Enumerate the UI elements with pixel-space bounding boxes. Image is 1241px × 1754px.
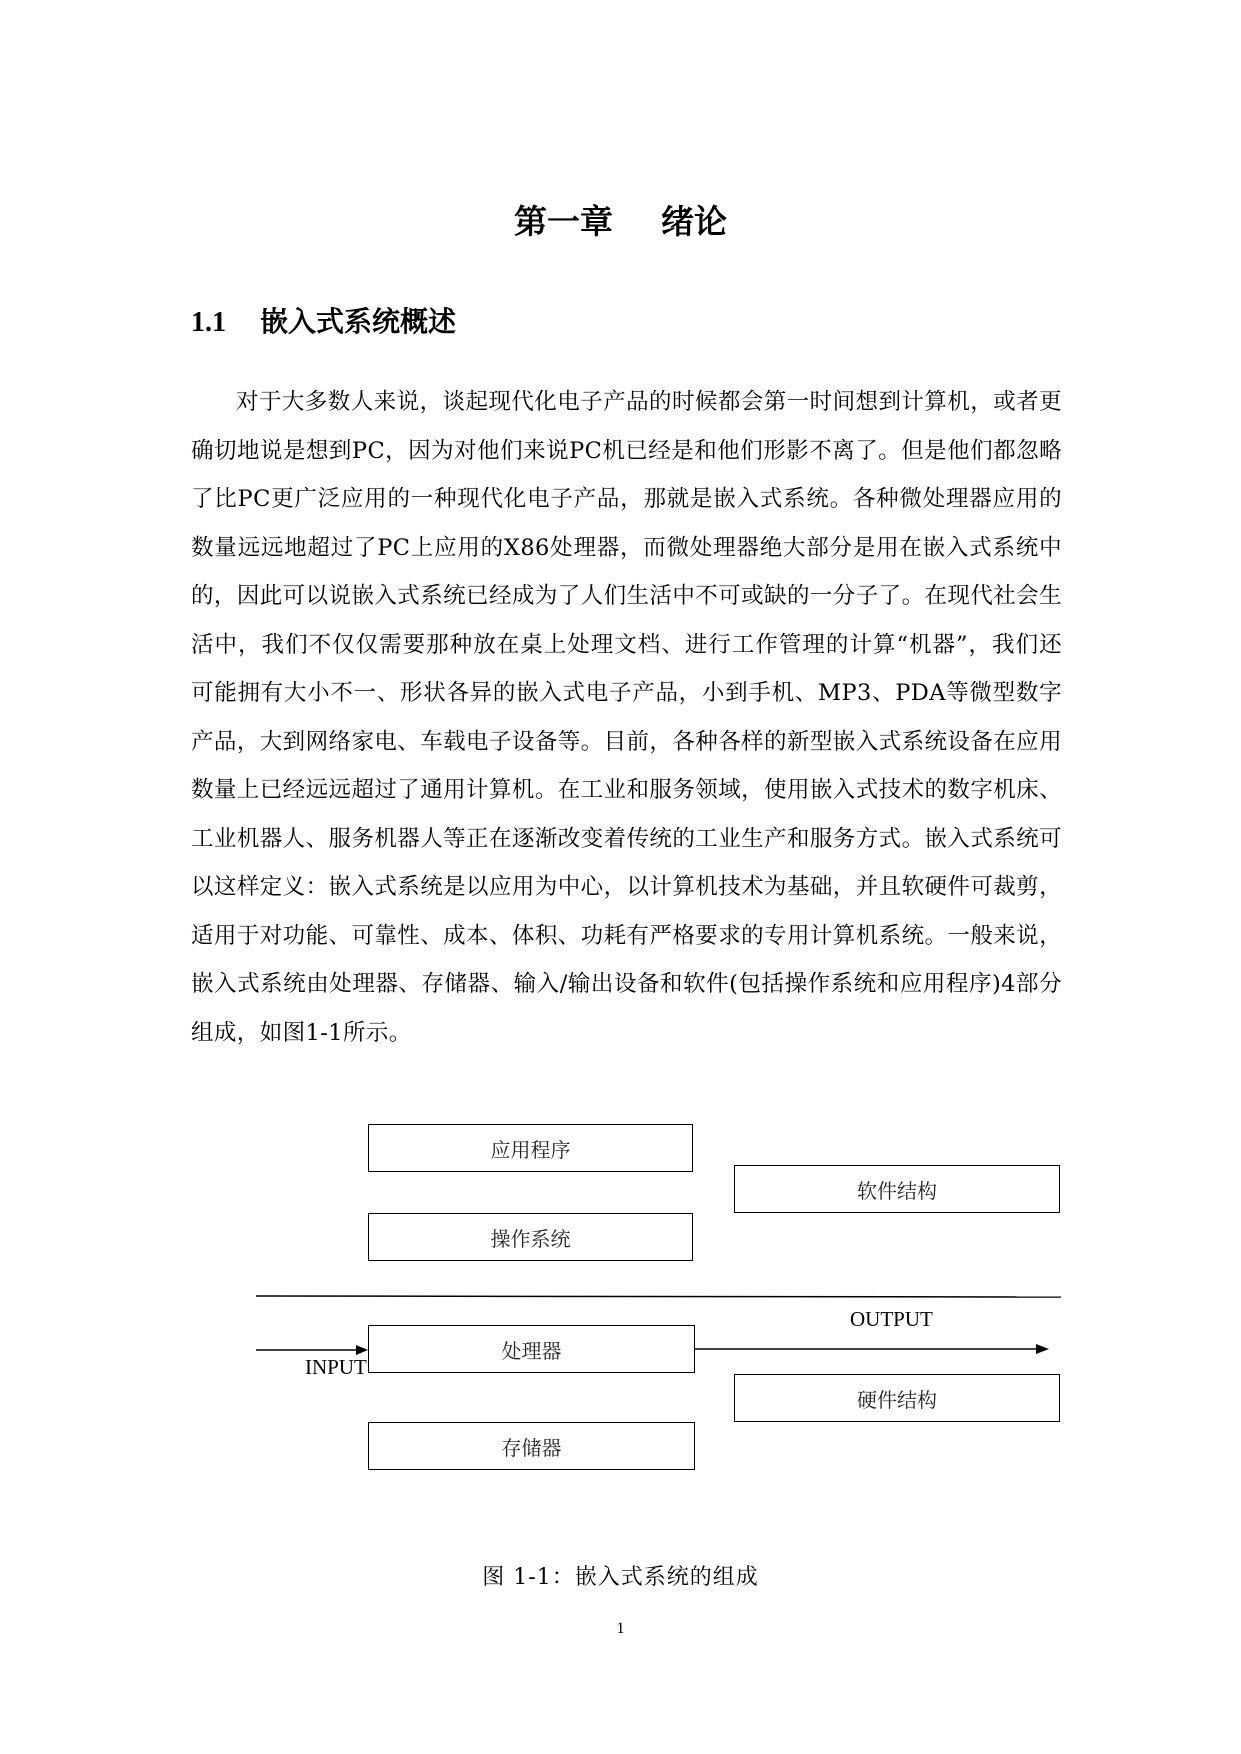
figure-caption: 图 1-1：嵌入式系统的组成 bbox=[482, 1565, 759, 1590]
section-title: 嵌入式系统概述 bbox=[260, 305, 457, 338]
divider-line bbox=[256, 1296, 1061, 1297]
box-software: 软件结构 bbox=[734, 1165, 1060, 1213]
input-label: INPUT bbox=[305, 1355, 367, 1379]
box-memory: 存储器 bbox=[368, 1422, 695, 1470]
page-number: 1 bbox=[616, 1620, 625, 1637]
output-arrow-head bbox=[1036, 1344, 1049, 1354]
section-heading bbox=[191, 300, 456, 340]
box-hardware: 硬件结构 bbox=[734, 1374, 1060, 1422]
input-arrow-head bbox=[356, 1345, 368, 1355]
section-number: 1.1 bbox=[191, 307, 226, 338]
body-paragraph: 对于大多数人来说，谈起现代化电子产品的时候都会第一时间想到计算机，或者更确切地说是想到PC，因为对他们来说PC机已经是和他们形影不离了。但是他们都忽略了比PC更广泛应用的一种现代化电子产品，那就是嵌入式系统。各种微处理器应用的数量远远地超过了PC上应用的X86处理器，而微处理器绝大部分是用在嵌入式系统中的，因此可以说嵌入式系统已经成为了人们生活中不可或缺的一分子了。在现代社会生活中，我们不仅仅需要那种放在桌上处理文档、进行工作管理的计算“机器”，我们还可能拥有大小不一、形状各异的嵌入式电子产品，小到手机、MP3、PDA等微型数字产品，大到网络家电、车载电子设备等。目前，各种各样的新型嵌入式系统设备在应用数量上已经远远超过了通用计算机。在工业和服务领域，使用嵌入式技术的数字机床、工业机器人、服务机器人等正在逐渐改变着传统的工业生产和服务方式。嵌入式系统可以这样定义：嵌入式系统是以应用为中心，以计算机技术为基础，并且软硬件可裁剪，适用于对功能、可靠性、成本、体积、功耗有严格要求的专用计算机系统。一般来说，嵌入式系统由处理器、存储器、输入/输出设备和软件(包括操作系统和应用程序)4部分组成，如图1-1所示。 bbox=[191, 389, 1062, 1046]
box-processor: 处理器 bbox=[368, 1325, 695, 1373]
box-os: 操作系统 bbox=[368, 1213, 693, 1261]
chapter-title bbox=[0, 196, 1241, 243]
chapter-name: 绪论 bbox=[661, 202, 727, 241]
output-label: OUTPUT bbox=[850, 1307, 933, 1331]
chapter-number: 第一章 bbox=[514, 202, 613, 241]
box-application: 应用程序 bbox=[368, 1124, 693, 1172]
